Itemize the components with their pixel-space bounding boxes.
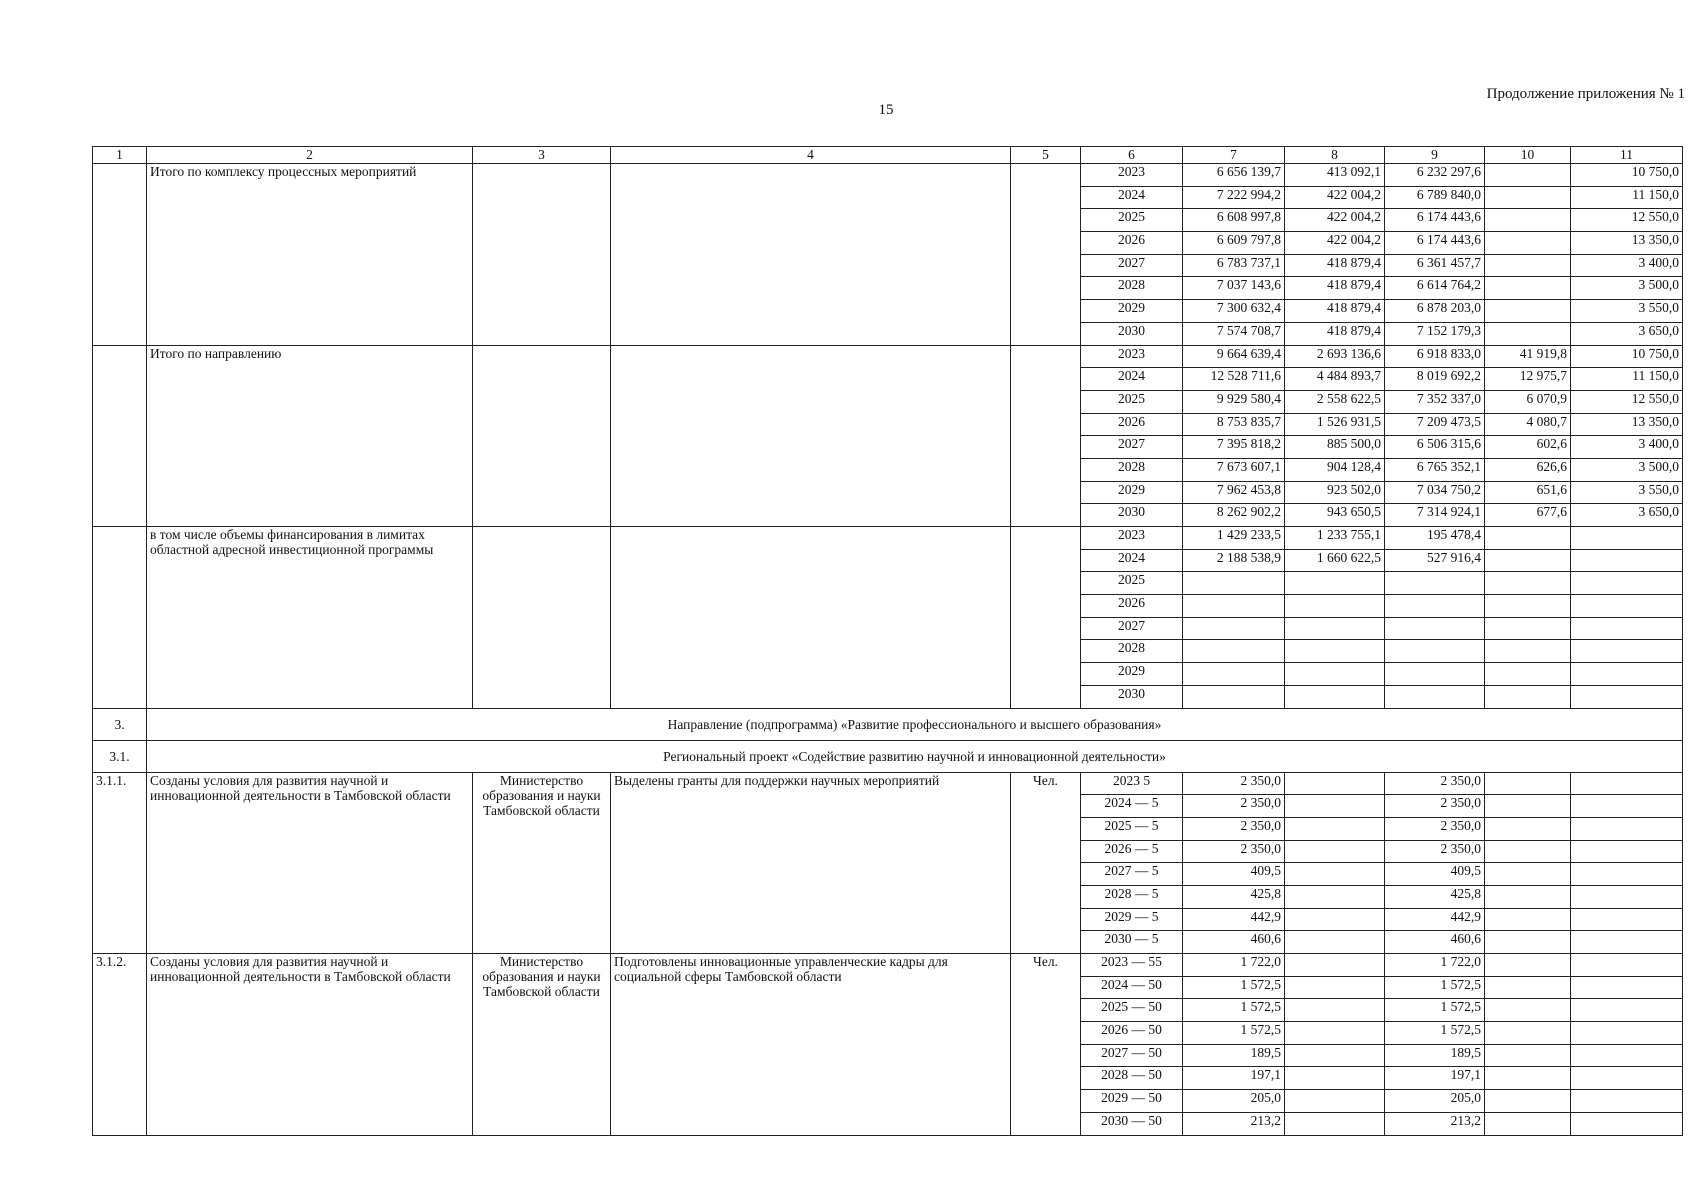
column-number: 5 [1011, 147, 1081, 164]
value-cell [1485, 549, 1571, 572]
section-title: Направление (подпрограмма) «Развитие профессионального и высшего образования» [147, 708, 1683, 740]
value-cell: 9 664 639,4 [1183, 345, 1285, 368]
value-cell [1285, 1112, 1385, 1135]
value-cell [1571, 527, 1683, 550]
value-cell: 205,0 [1385, 1090, 1485, 1113]
value-cell: 409,5 [1183, 863, 1285, 886]
value-cell [1485, 908, 1571, 931]
year-cell: 2025 — 5 [1081, 817, 1183, 840]
value-cell: 2 350,0 [1385, 840, 1485, 863]
value-cell: 626,6 [1485, 458, 1571, 481]
year-cell: 2029 [1081, 300, 1183, 323]
value-cell: 11 150,0 [1571, 368, 1683, 391]
value-cell [1285, 863, 1385, 886]
value-cell: 7 152 179,3 [1385, 322, 1485, 345]
value-cell [1285, 1022, 1385, 1045]
row-name: в том числе объемы финансирования в лимитах областной адресной инвестиционной программы [147, 527, 473, 709]
value-cell: 418 879,4 [1285, 254, 1385, 277]
row-number [93, 527, 147, 709]
value-cell [1385, 595, 1485, 618]
value-cell [1571, 1022, 1683, 1045]
value-cell [1385, 617, 1485, 640]
value-cell [1285, 685, 1385, 708]
value-cell: 1 572,5 [1183, 999, 1285, 1022]
unit [1011, 527, 1081, 709]
value-cell: 6 506 315,6 [1385, 436, 1485, 459]
value-cell: 10 750,0 [1571, 164, 1683, 187]
value-cell: 189,5 [1183, 1044, 1285, 1067]
value-cell: 6 361 457,7 [1385, 254, 1485, 277]
row-number [93, 164, 147, 346]
year-cell: 2025 [1081, 209, 1183, 232]
executor: Министерство образования и науки Тамбовской области [473, 772, 611, 954]
value-cell: 527 916,4 [1385, 549, 1485, 572]
value-cell [1285, 840, 1385, 863]
value-cell: 189,5 [1385, 1044, 1485, 1067]
year-cell: 2023 [1081, 164, 1183, 187]
value-cell [1485, 617, 1571, 640]
value-cell [1485, 254, 1571, 277]
result-description: Выделены гранты для поддержки научных мероприятий [611, 772, 1011, 954]
row-name: Итого по направлению [147, 345, 473, 527]
value-cell: 7 314 924,1 [1385, 504, 1485, 527]
value-cell: 6 614 764,2 [1385, 277, 1485, 300]
year-cell: 2029 [1081, 481, 1183, 504]
value-cell: 7 034 750,2 [1385, 481, 1485, 504]
value-cell: 3 500,0 [1571, 458, 1683, 481]
value-cell: 2 350,0 [1183, 772, 1285, 795]
year-cell: 2027 [1081, 617, 1183, 640]
value-cell [1485, 232, 1571, 255]
value-cell: 205,0 [1183, 1090, 1285, 1113]
value-cell [1183, 640, 1285, 663]
year-cell: 2023 — 55 [1081, 954, 1183, 977]
value-cell [1485, 527, 1571, 550]
year-cell: 2030 [1081, 685, 1183, 708]
value-cell [1485, 595, 1571, 618]
year-cell: 2027 [1081, 254, 1183, 277]
year-cell: 2023 [1081, 345, 1183, 368]
year-cell: 2024 [1081, 368, 1183, 391]
year-cell: 2030 — 5 [1081, 931, 1183, 954]
result-description [611, 345, 1011, 527]
row-number: 3.1.2. [93, 954, 147, 1136]
value-cell: 2 350,0 [1183, 795, 1285, 818]
value-cell: 6 608 997,8 [1183, 209, 1285, 232]
year-cell: 2024 — 5 [1081, 795, 1183, 818]
value-cell: 4 484 893,7 [1285, 368, 1385, 391]
value-cell [1385, 685, 1485, 708]
result-description [611, 164, 1011, 346]
year-cell: 2029 [1081, 663, 1183, 686]
value-cell: 4 080,7 [1485, 413, 1571, 436]
value-cell: 6 918 833,0 [1385, 345, 1485, 368]
section-number: 3.1. [93, 740, 147, 772]
value-cell: 6 232 297,6 [1385, 164, 1485, 187]
value-cell: 1 572,5 [1385, 1022, 1485, 1045]
value-cell [1485, 186, 1571, 209]
value-cell [1485, 795, 1571, 818]
column-number-header [93, 147, 1683, 164]
year-cell: 2025 [1081, 572, 1183, 595]
value-cell: 6 765 352,1 [1385, 458, 1485, 481]
value-cell: 1 572,5 [1385, 976, 1485, 999]
year-cell: 2027 [1081, 436, 1183, 459]
value-cell: 418 879,4 [1285, 300, 1385, 323]
value-cell: 418 879,4 [1285, 277, 1385, 300]
value-cell: 460,6 [1183, 931, 1285, 954]
value-cell [1285, 1044, 1385, 1067]
value-cell: 7 209 473,5 [1385, 413, 1485, 436]
value-cell [1183, 572, 1285, 595]
value-cell [1485, 772, 1571, 795]
value-cell [1285, 663, 1385, 686]
value-cell [1285, 885, 1385, 908]
value-cell: 425,8 [1183, 885, 1285, 908]
value-cell: 3 400,0 [1571, 436, 1683, 459]
value-cell: 6 609 797,8 [1183, 232, 1285, 255]
value-cell [1485, 572, 1571, 595]
column-number: 7 [1183, 147, 1285, 164]
table-body [93, 147, 1683, 1136]
value-cell: 2 350,0 [1385, 817, 1485, 840]
value-cell: 1 660 622,5 [1285, 549, 1385, 572]
value-cell [1285, 908, 1385, 931]
column-number: 2 [147, 147, 473, 164]
year-cell: 2024 [1081, 186, 1183, 209]
value-cell: 422 004,2 [1285, 209, 1385, 232]
value-cell: 197,1 [1183, 1067, 1285, 1090]
year-cell: 2026 [1081, 595, 1183, 618]
column-number: 4 [611, 147, 1011, 164]
value-cell [1485, 663, 1571, 686]
value-cell [1183, 617, 1285, 640]
value-cell [1183, 663, 1285, 686]
executor [473, 164, 611, 346]
executor [473, 527, 611, 709]
value-cell [1485, 1112, 1571, 1135]
value-cell [1571, 908, 1683, 931]
value-cell [1571, 863, 1683, 886]
value-cell [1285, 817, 1385, 840]
value-cell: 602,6 [1485, 436, 1571, 459]
executor [473, 345, 611, 527]
year-cell: 2024 [1081, 549, 1183, 572]
value-cell: 3 650,0 [1571, 322, 1683, 345]
value-cell [1285, 931, 1385, 954]
value-cell [1485, 954, 1571, 977]
value-cell: 8 753 835,7 [1183, 413, 1285, 436]
value-cell: 6 789 840,0 [1385, 186, 1485, 209]
value-cell [1385, 572, 1485, 595]
value-cell [1485, 840, 1571, 863]
unit: Чел. [1011, 954, 1081, 1136]
value-cell [1285, 795, 1385, 818]
value-cell [1183, 685, 1285, 708]
budget-table [92, 146, 1683, 1136]
value-cell [1571, 617, 1683, 640]
value-cell [1485, 1067, 1571, 1090]
value-cell [1183, 595, 1285, 618]
value-cell: 904 128,4 [1285, 458, 1385, 481]
value-cell [1285, 954, 1385, 977]
value-cell [1571, 685, 1683, 708]
value-cell [1285, 572, 1385, 595]
table-row [93, 527, 1683, 550]
value-cell: 6 878 203,0 [1385, 300, 1485, 323]
value-cell: 2 350,0 [1385, 772, 1485, 795]
year-cell: 2030 [1081, 504, 1183, 527]
table-row [93, 164, 1683, 187]
value-cell: 6 656 139,7 [1183, 164, 1285, 187]
value-cell [1571, 549, 1683, 572]
value-cell [1571, 1044, 1683, 1067]
year-cell: 2023 5 [1081, 772, 1183, 795]
value-cell: 7 395 818,2 [1183, 436, 1285, 459]
value-cell: 885 500,0 [1285, 436, 1385, 459]
value-cell: 6 070,9 [1485, 390, 1571, 413]
value-cell: 7 673 607,1 [1183, 458, 1285, 481]
value-cell: 677,6 [1485, 504, 1571, 527]
value-cell [1571, 572, 1683, 595]
value-cell [1571, 840, 1683, 863]
value-cell: 2 350,0 [1183, 840, 1285, 863]
value-cell [1485, 931, 1571, 954]
row-number [93, 345, 147, 527]
row-name: Созданы условия для развития научной и инновационной деятельности в Тамбовской области [147, 954, 473, 1136]
value-cell: 1 572,5 [1183, 976, 1285, 999]
value-cell: 413 092,1 [1285, 164, 1385, 187]
value-cell [1485, 277, 1571, 300]
value-cell [1285, 1090, 1385, 1113]
value-cell: 10 750,0 [1571, 345, 1683, 368]
value-cell: 12 550,0 [1571, 209, 1683, 232]
value-cell: 3 650,0 [1571, 504, 1683, 527]
year-cell: 2028 [1081, 458, 1183, 481]
table-row [93, 345, 1683, 368]
value-cell [1485, 863, 1571, 886]
year-cell: 2028 — 5 [1081, 885, 1183, 908]
value-cell: 1 572,5 [1385, 999, 1485, 1022]
value-cell: 12 528 711,6 [1183, 368, 1285, 391]
section-title: Региональный проект «Содействие развитию научной и инновационной деятельности» [147, 740, 1683, 772]
value-cell: 3 400,0 [1571, 254, 1683, 277]
year-cell: 2027 — 50 [1081, 1044, 1183, 1067]
page-number: 15 [878, 102, 894, 118]
value-cell [1285, 617, 1385, 640]
value-cell: 13 350,0 [1571, 413, 1683, 436]
value-cell: 11 150,0 [1571, 186, 1683, 209]
value-cell: 41 919,8 [1485, 345, 1571, 368]
value-cell [1571, 954, 1683, 977]
value-cell: 8 019 692,2 [1385, 368, 1485, 391]
year-cell: 2026 [1081, 232, 1183, 255]
value-cell: 425,8 [1385, 885, 1485, 908]
value-cell [1485, 1022, 1571, 1045]
value-cell [1571, 931, 1683, 954]
value-cell: 1 572,5 [1183, 1022, 1285, 1045]
value-cell [1571, 1067, 1683, 1090]
value-cell: 422 004,2 [1285, 186, 1385, 209]
value-cell [1285, 976, 1385, 999]
value-cell: 1 722,0 [1385, 954, 1485, 977]
value-cell: 651,6 [1485, 481, 1571, 504]
value-cell: 3 550,0 [1571, 481, 1683, 504]
value-cell: 213,2 [1183, 1112, 1285, 1135]
value-cell [1485, 817, 1571, 840]
column-number: 8 [1285, 147, 1385, 164]
year-cell: 2030 — 50 [1081, 1112, 1183, 1135]
value-cell: 442,9 [1183, 908, 1285, 931]
value-cell [1485, 885, 1571, 908]
value-cell: 7 222 994,2 [1183, 186, 1285, 209]
value-cell [1485, 640, 1571, 663]
executor: Министерство образования и науки Тамбовской области [473, 954, 611, 1136]
result-description: Подготовлены инновационные управленческие кадры для социальной сферы Тамбовской области [611, 954, 1011, 1136]
value-cell: 923 502,0 [1285, 481, 1385, 504]
table-row [93, 954, 1683, 977]
value-cell [1285, 999, 1385, 1022]
value-cell [1285, 1067, 1385, 1090]
year-cell: 2026 — 5 [1081, 840, 1183, 863]
value-cell: 2 350,0 [1385, 795, 1485, 818]
unit [1011, 164, 1081, 346]
value-cell: 3 550,0 [1571, 300, 1683, 323]
value-cell: 197,1 [1385, 1067, 1485, 1090]
value-cell: 12 550,0 [1571, 390, 1683, 413]
value-cell: 422 004,2 [1285, 232, 1385, 255]
year-cell: 2029 — 50 [1081, 1090, 1183, 1113]
year-cell: 2024 — 50 [1081, 976, 1183, 999]
row-number: 3.1.1. [93, 772, 147, 954]
value-cell [1571, 1112, 1683, 1135]
unit [1011, 345, 1081, 527]
value-cell: 8 262 902,2 [1183, 504, 1285, 527]
value-cell: 442,9 [1385, 908, 1485, 931]
value-cell [1571, 1090, 1683, 1113]
value-cell: 1 429 233,5 [1183, 527, 1285, 550]
value-cell: 6 174 443,6 [1385, 232, 1485, 255]
section-number: 3. [93, 708, 147, 740]
value-cell: 7 962 453,8 [1183, 481, 1285, 504]
value-cell [1485, 164, 1571, 187]
value-cell: 13 350,0 [1571, 232, 1683, 255]
value-cell [1485, 1090, 1571, 1113]
value-cell: 12 975,7 [1485, 368, 1571, 391]
year-cell: 2029 — 5 [1081, 908, 1183, 931]
value-cell: 3 500,0 [1571, 277, 1683, 300]
value-cell: 418 879,4 [1285, 322, 1385, 345]
value-cell [1571, 663, 1683, 686]
column-number: 1 [93, 147, 147, 164]
row-name: Созданы условия для развития научной и инновационной деятельности в Тамбовской области [147, 772, 473, 954]
year-cell: 2026 [1081, 413, 1183, 436]
year-cell: 2027 — 5 [1081, 863, 1183, 886]
value-cell: 2 350,0 [1183, 817, 1285, 840]
value-cell [1285, 640, 1385, 663]
year-cell: 2025 — 50 [1081, 999, 1183, 1022]
value-cell: 943 650,5 [1285, 504, 1385, 527]
section-row [93, 708, 1683, 740]
year-cell: 2028 [1081, 277, 1183, 300]
value-cell: 2 693 136,6 [1285, 345, 1385, 368]
value-cell [1485, 209, 1571, 232]
value-cell [1485, 685, 1571, 708]
table-row [93, 772, 1683, 795]
value-cell: 460,6 [1385, 931, 1485, 954]
column-number: 9 [1385, 147, 1485, 164]
value-cell [1571, 595, 1683, 618]
value-cell: 7 037 143,6 [1183, 277, 1285, 300]
value-cell [1385, 640, 1485, 663]
value-cell: 213,2 [1385, 1112, 1485, 1135]
value-cell [1485, 976, 1571, 999]
value-cell [1385, 663, 1485, 686]
value-cell [1571, 795, 1683, 818]
value-cell: 2 188 538,9 [1183, 549, 1285, 572]
column-number: 6 [1081, 147, 1183, 164]
column-number: 10 [1485, 147, 1571, 164]
section-row [93, 740, 1683, 772]
value-cell: 1 722,0 [1183, 954, 1285, 977]
value-cell: 1 526 931,5 [1285, 413, 1385, 436]
value-cell: 1 233 755,1 [1285, 527, 1385, 550]
value-cell: 7 352 337,0 [1385, 390, 1485, 413]
year-cell: 2030 [1081, 322, 1183, 345]
year-cell: 2028 [1081, 640, 1183, 663]
value-cell [1485, 999, 1571, 1022]
column-number: 3 [473, 147, 611, 164]
value-cell [1571, 976, 1683, 999]
value-cell [1571, 817, 1683, 840]
year-cell: 2023 [1081, 527, 1183, 550]
value-cell [1285, 772, 1385, 795]
result-description [611, 527, 1011, 709]
value-cell: 9 929 580,4 [1183, 390, 1285, 413]
value-cell: 2 558 622,5 [1285, 390, 1385, 413]
value-cell [1485, 1044, 1571, 1067]
value-cell [1485, 322, 1571, 345]
continuation-note: Продолжение приложения № 1 [1486, 86, 1685, 102]
value-cell: 409,5 [1385, 863, 1485, 886]
value-cell [1571, 999, 1683, 1022]
row-name: Итого по комплексу процессных мероприятий [147, 164, 473, 346]
year-cell: 2026 — 50 [1081, 1022, 1183, 1045]
value-cell: 6 783 737,1 [1183, 254, 1285, 277]
year-cell: 2028 — 50 [1081, 1067, 1183, 1090]
value-cell [1571, 772, 1683, 795]
value-cell [1571, 640, 1683, 663]
value-cell: 7 300 632,4 [1183, 300, 1285, 323]
value-cell: 195 478,4 [1385, 527, 1485, 550]
column-number: 11 [1571, 147, 1683, 164]
value-cell [1285, 595, 1385, 618]
year-cell: 2025 [1081, 390, 1183, 413]
value-cell [1485, 300, 1571, 323]
value-cell [1571, 885, 1683, 908]
unit: Чел. [1011, 772, 1081, 954]
value-cell: 6 174 443,6 [1385, 209, 1485, 232]
value-cell: 7 574 708,7 [1183, 322, 1285, 345]
